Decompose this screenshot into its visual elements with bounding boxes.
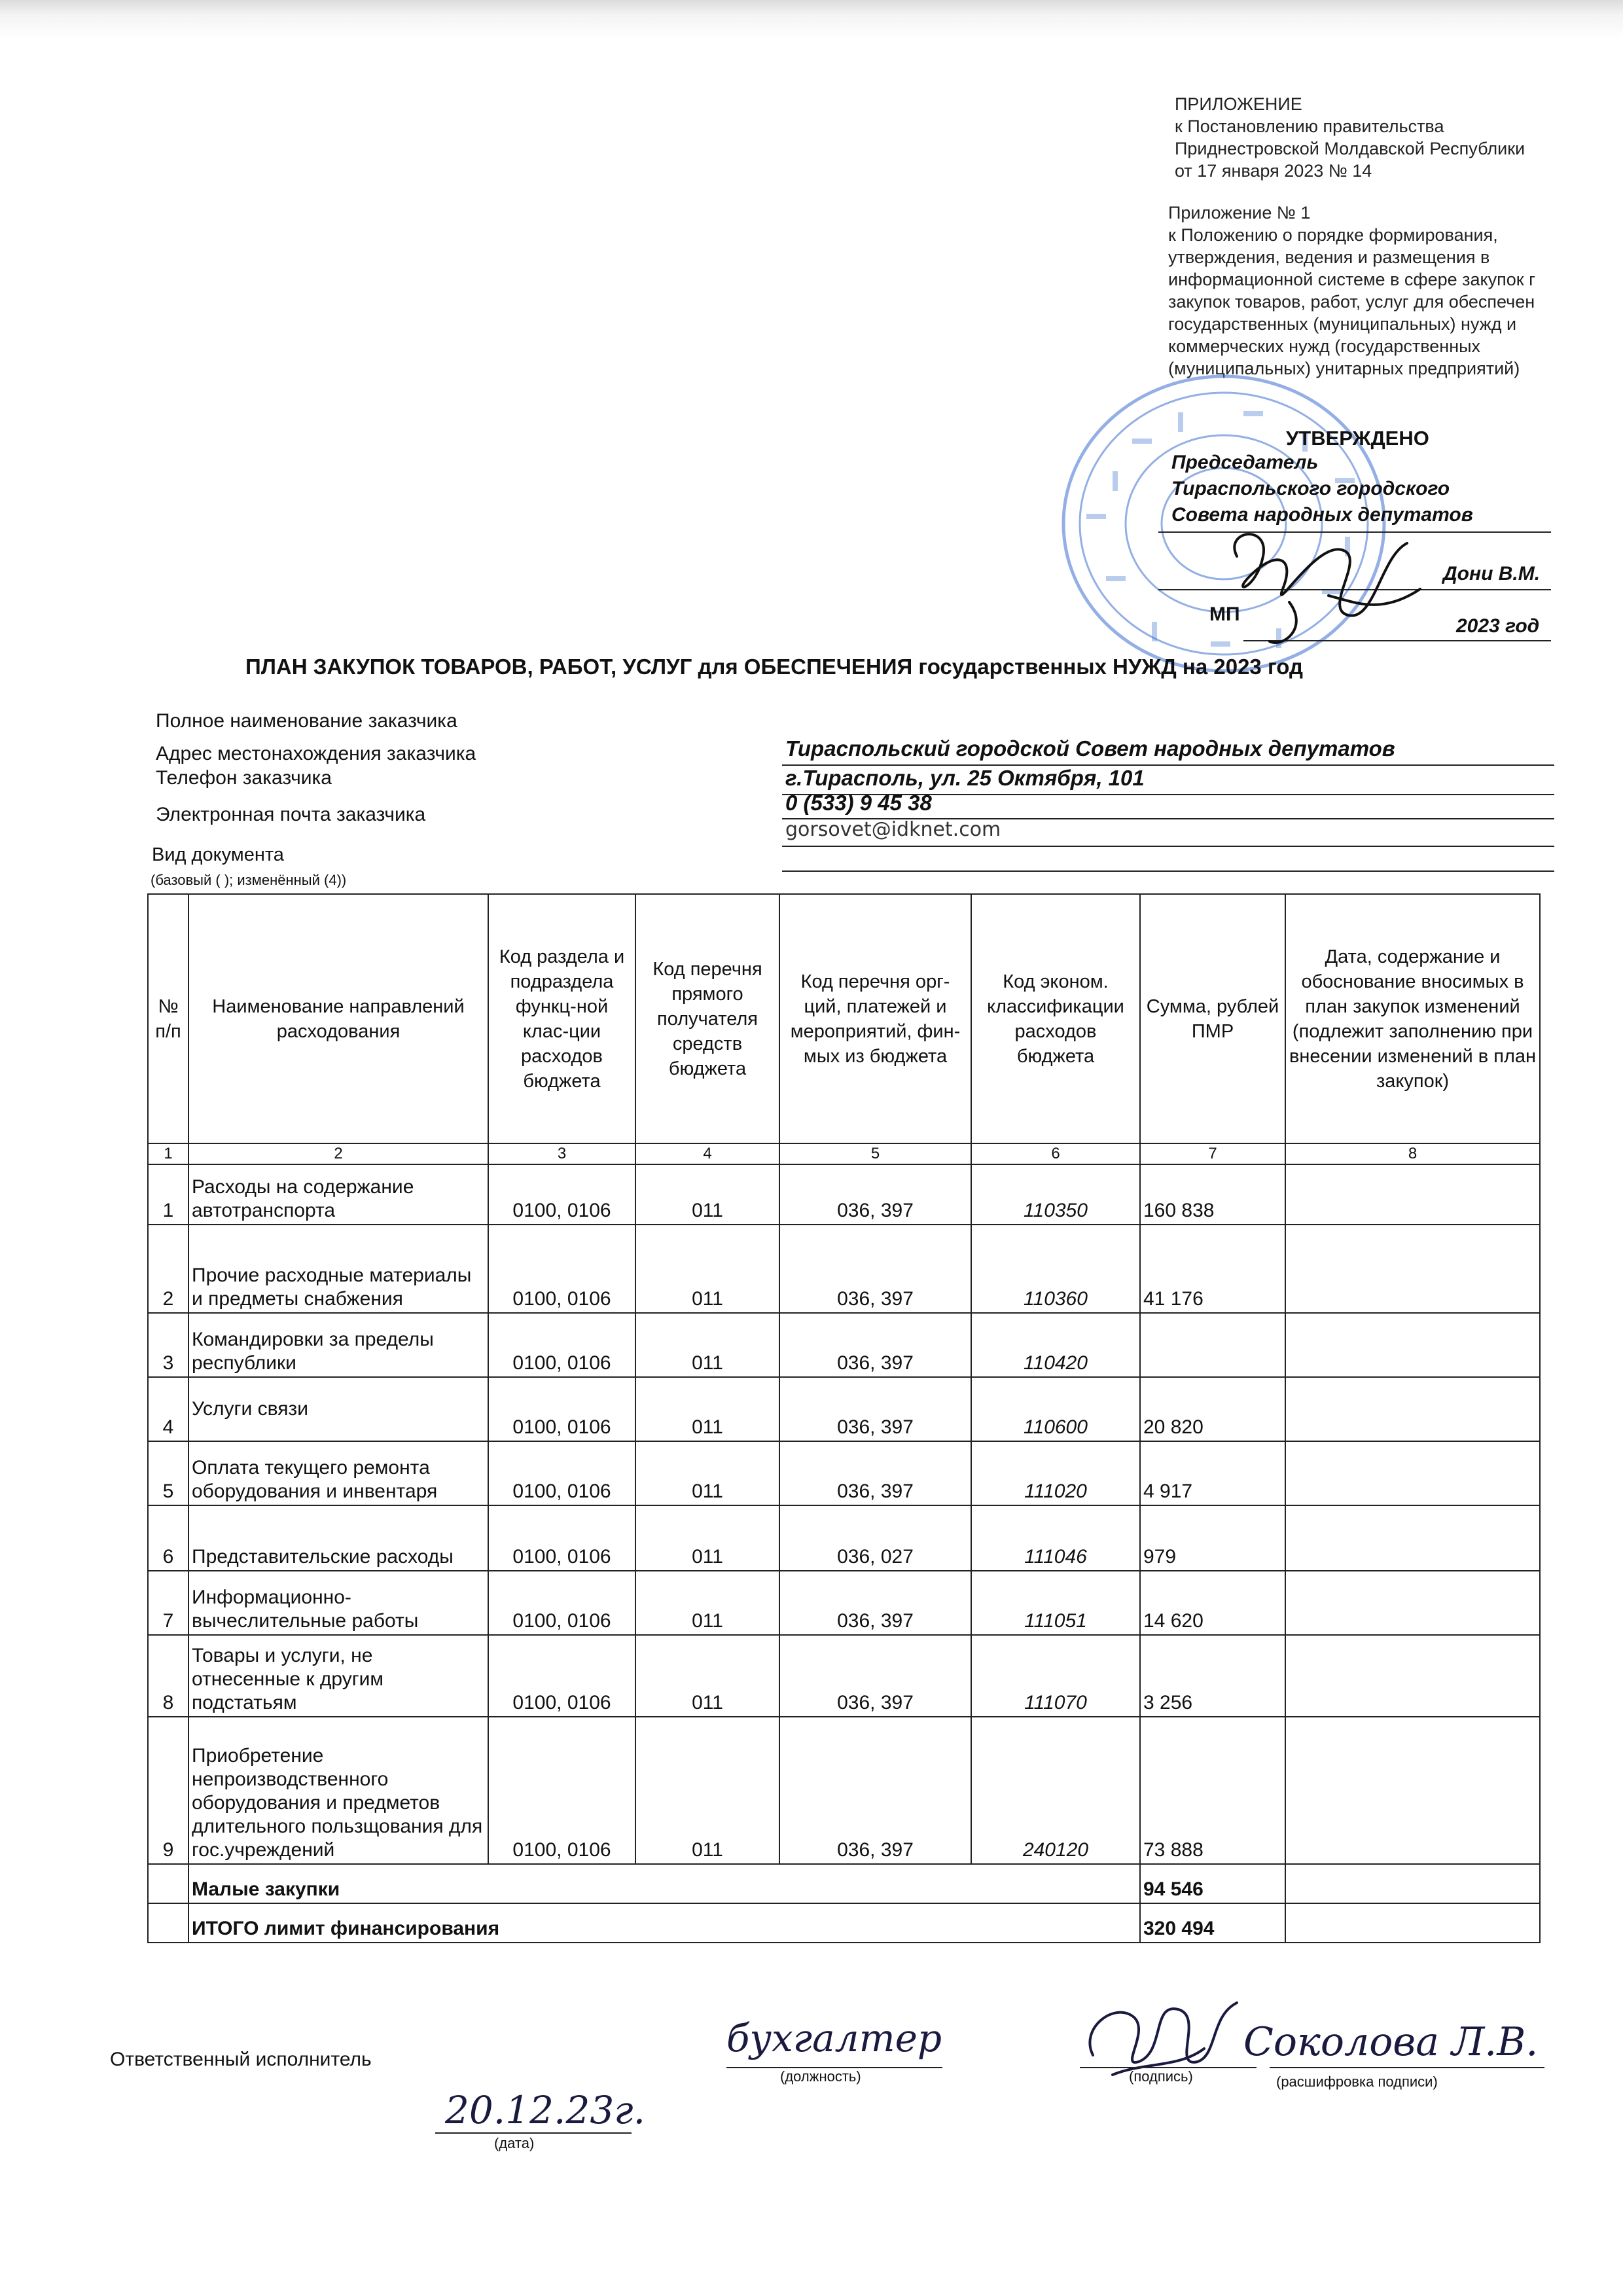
row-number: 6 — [148, 1505, 188, 1571]
row-section: 0100, 0106 — [488, 1505, 635, 1571]
approval-position-3: Совета народных депутатов — [1171, 504, 1473, 526]
row-org: 036, 397 — [779, 1635, 971, 1717]
row-recipient: 011 — [635, 1441, 779, 1505]
row-sum: 14 620 — [1140, 1571, 1285, 1635]
row-recipient: 011 — [635, 1635, 779, 1717]
appendix-line: коммерческих нужд (государственных — [1168, 336, 1481, 356]
row-econ: 110350 — [971, 1164, 1140, 1225]
row-change — [1285, 1903, 1540, 1943]
appendix-block-2 — [1168, 202, 1535, 380]
small-purchases-row — [148, 1864, 1540, 1903]
row-name: Оплата текущего ремонта оборудования и инвентаря — [188, 1441, 488, 1505]
row-sum: 979 — [1140, 1505, 1285, 1571]
row-change — [1285, 1225, 1540, 1313]
table-header-row — [148, 894, 1540, 1143]
row-econ: 240120 — [971, 1717, 1140, 1864]
row-name: Приобретение непроизводственного оборудования и предметов длительного пользщования для гос.учреждений — [188, 1717, 488, 1864]
column-number: 3 — [488, 1143, 635, 1164]
row-number — [148, 1903, 188, 1943]
column-number: 5 — [779, 1143, 971, 1164]
row-recipient: 011 — [635, 1164, 779, 1225]
row-change — [1285, 1635, 1540, 1717]
row-number: 8 — [148, 1635, 188, 1717]
row-econ: 111046 — [971, 1505, 1140, 1571]
table-row — [148, 1571, 1540, 1635]
approval-title: УТВЕРЖДЕНО — [1286, 427, 1429, 450]
row-sum: 73 888 — [1140, 1717, 1285, 1864]
table-row — [148, 1505, 1540, 1571]
customer-email-label: Электронная почта заказчика — [156, 804, 426, 825]
customer-name: Тираспольский городской Совет народных депутатов — [785, 736, 1395, 761]
row-org: 036, 397 — [779, 1313, 971, 1377]
row-org: 036, 397 — [779, 1164, 971, 1225]
table-row — [148, 1377, 1540, 1441]
row-section: 0100, 0106 — [488, 1377, 635, 1441]
row-number: 1 — [148, 1164, 188, 1225]
row-number: 5 — [148, 1441, 188, 1505]
approval-position-1: Председатель — [1171, 452, 1319, 473]
column-number: 2 — [188, 1143, 488, 1164]
appendix-line: (муниципальных) унитарных предприятий) — [1168, 359, 1520, 378]
appendix-line: ПРИЛОЖЕНИЕ — [1175, 94, 1302, 114]
column-number: 1 — [148, 1143, 188, 1164]
header-organization-code: Код перечня орг-ций, платежей и мероприятий, фин-мых из бюджета — [779, 894, 971, 1143]
row-section: 0100, 0106 — [488, 1635, 635, 1717]
row-econ: 111051 — [971, 1571, 1140, 1635]
decoding-rule — [1270, 2067, 1544, 2068]
field-rule — [782, 846, 1554, 847]
row-section: 0100, 0106 — [488, 1571, 635, 1635]
row-change — [1285, 1441, 1540, 1505]
header-number: № п/п — [148, 894, 188, 1143]
customer-address: г.Тирасполь, ул. 25 Октября, 101 — [785, 766, 1145, 790]
customer-name-label: Полное наименование заказчика — [156, 710, 457, 732]
table-row — [148, 1164, 1540, 1225]
row-econ: 111070 — [971, 1635, 1140, 1717]
row-name: Прочие расходные материалы и предметы снабжения — [188, 1225, 488, 1313]
column-number: 8 — [1285, 1143, 1540, 1164]
decoding-caption: (расшифровка подписи) — [1276, 2073, 1438, 2090]
table-row — [148, 1313, 1540, 1377]
approval-year: 2023 год — [1456, 615, 1540, 637]
row-name: Информационно-вычеслительные работы — [188, 1571, 488, 1635]
row-sum: 160 838 — [1140, 1164, 1285, 1225]
row-org: 036, 397 — [779, 1225, 971, 1313]
header-economic-code: Код эконом. классификации расходов бюджета — [971, 894, 1140, 1143]
row-section: 0100, 0106 — [488, 1313, 635, 1377]
row-change — [1285, 1313, 1540, 1377]
table-row — [148, 1225, 1540, 1313]
header-name: Наименование направлений расходования — [188, 894, 488, 1143]
approval-signer: Дони В.М. — [1443, 563, 1541, 584]
table-row — [148, 1441, 1540, 1505]
document-type-options: (базовый ( ); изменённый (4)) — [151, 872, 347, 888]
customer-email: gorsovet@idknet.com — [785, 818, 1001, 841]
appendix-block-1 — [1175, 93, 1525, 182]
row-number: 4 — [148, 1377, 188, 1441]
row-econ: 110600 — [971, 1377, 1140, 1441]
header-section-code: Код раздела и подраздела функц-ной клас-ции расходов бюджета — [488, 894, 635, 1143]
document-title: ПЛАН ЗАКУПОК ТОВАРОВ, РАБОТ, УСЛУГ для ОБЕСПЕЧЕНИЯ государственных НУЖД на 2023 год — [245, 655, 1303, 679]
row-sum: 3 256 — [1140, 1635, 1285, 1717]
table-row — [148, 1717, 1540, 1864]
document-type-label: Вид документа — [152, 844, 284, 865]
appendix-line: государственных (муниципальных) нужд и — [1168, 314, 1517, 334]
row-section: 0100, 0106 — [488, 1164, 635, 1225]
field-rule — [782, 870, 1554, 872]
scan-edge — [0, 0, 1623, 39]
total-sum: 320 494 — [1140, 1903, 1285, 1943]
row-number: 9 — [148, 1717, 188, 1864]
row-org: 036, 397 — [779, 1717, 971, 1864]
header-sum: Сумма, рублей ПМР — [1140, 894, 1285, 1143]
row-sum: 41 176 — [1140, 1225, 1285, 1313]
row-change — [1285, 1571, 1540, 1635]
row-recipient: 011 — [635, 1571, 779, 1635]
row-org: 036, 397 — [779, 1377, 971, 1441]
date-caption: (дата) — [494, 2135, 535, 2151]
row-change — [1285, 1164, 1540, 1225]
total-label: ИТОГО лимит финансирования — [188, 1903, 1140, 1943]
column-number-row — [148, 1143, 1540, 1164]
appendix-line: Приложение № 1 — [1168, 203, 1311, 223]
row-change — [1285, 1717, 1540, 1864]
row-recipient: 011 — [635, 1717, 779, 1864]
position-caption: (должность) — [780, 2068, 861, 2085]
customer-address-label: Адрес местонахождения заказчика — [156, 743, 476, 764]
appendix-line: к Постановлению правительства — [1175, 117, 1444, 136]
row-recipient: 011 — [635, 1225, 779, 1313]
date-rule — [435, 2132, 632, 2134]
row-sum: 4 917 — [1140, 1441, 1285, 1505]
row-name: Товары и услуги, не отнесенные к другим подстатьям — [188, 1635, 488, 1717]
signature-caption: (подпись) — [1129, 2068, 1193, 2085]
appendix-line: Приднестровской Молдавской Республики — [1175, 139, 1525, 158]
row-change — [1285, 1377, 1540, 1441]
row-change — [1285, 1864, 1540, 1903]
row-sum — [1140, 1313, 1285, 1377]
row-recipient: 011 — [635, 1377, 779, 1441]
responsible-label: Ответственный исполнитель — [110, 2049, 372, 2070]
row-section: 0100, 0106 — [488, 1717, 635, 1864]
column-number: 7 — [1140, 1143, 1285, 1164]
row-econ: 110360 — [971, 1225, 1140, 1313]
handwritten-position: бухгалтер — [726, 2016, 942, 2060]
total-row — [148, 1903, 1540, 1943]
row-name: Расходы на содержание автотранспорта — [188, 1164, 488, 1225]
row-number: 2 — [148, 1225, 188, 1313]
header-recipient-code: Код перечня прямого получателя средств бюджета — [635, 894, 779, 1143]
header-changes: Дата, содержание и обоснование вносимых в план закупок изменений (подлежит заполнению при внесении изменений в план закупок) — [1285, 894, 1540, 1143]
row-econ: 110420 — [971, 1313, 1140, 1377]
appendix-line: закупок товаров, работ, услуг для обеспечен — [1168, 292, 1535, 312]
row-econ: 111020 — [971, 1441, 1140, 1505]
small-purchases-sum: 94 546 — [1140, 1864, 1285, 1903]
approval-position-2: Тираспольского городского — [1171, 478, 1450, 499]
column-number: 6 — [971, 1143, 1140, 1164]
appendix-line: информационной системе в сфере закупок г — [1168, 270, 1535, 289]
row-section: 0100, 0106 — [488, 1441, 635, 1505]
customer-phone-label: Телефон заказчика — [156, 767, 332, 789]
handwritten-date: 20.12.23г. — [445, 2088, 646, 2132]
row-recipient: 011 — [635, 1313, 779, 1377]
column-number: 4 — [635, 1143, 779, 1164]
row-change — [1285, 1505, 1540, 1571]
row-org: 036, 397 — [779, 1441, 971, 1505]
handwritten-name: Соколова Л.В. — [1243, 2019, 1539, 2065]
customer-phone: 0 (533) 9 45 38 — [785, 791, 932, 815]
row-number: 3 — [148, 1313, 188, 1377]
row-name: Услуги связи — [188, 1377, 488, 1441]
row-recipient: 011 — [635, 1505, 779, 1571]
row-name: Командировки за пределы республики — [188, 1313, 488, 1377]
row-number — [148, 1864, 188, 1903]
small-purchases-label: Малые закупки — [188, 1864, 1140, 1903]
row-number: 7 — [148, 1571, 188, 1635]
row-name: Представительские расходы — [188, 1505, 488, 1571]
row-section: 0100, 0106 — [488, 1225, 635, 1313]
approver-signature — [1211, 517, 1427, 655]
appendix-line: утверждения, ведения и размещения в — [1168, 247, 1490, 267]
row-org: 036, 397 — [779, 1571, 971, 1635]
row-org: 036, 027 — [779, 1505, 971, 1571]
row-sum: 20 820 — [1140, 1377, 1285, 1441]
approval-mp: МП — [1209, 603, 1240, 625]
appendix-line: от 17 января 2023 № 14 — [1175, 161, 1372, 181]
procurement-plan-table — [147, 893, 1541, 1943]
appendix-line: к Положению о порядке формирования, — [1168, 225, 1498, 245]
table-row — [148, 1635, 1540, 1717]
